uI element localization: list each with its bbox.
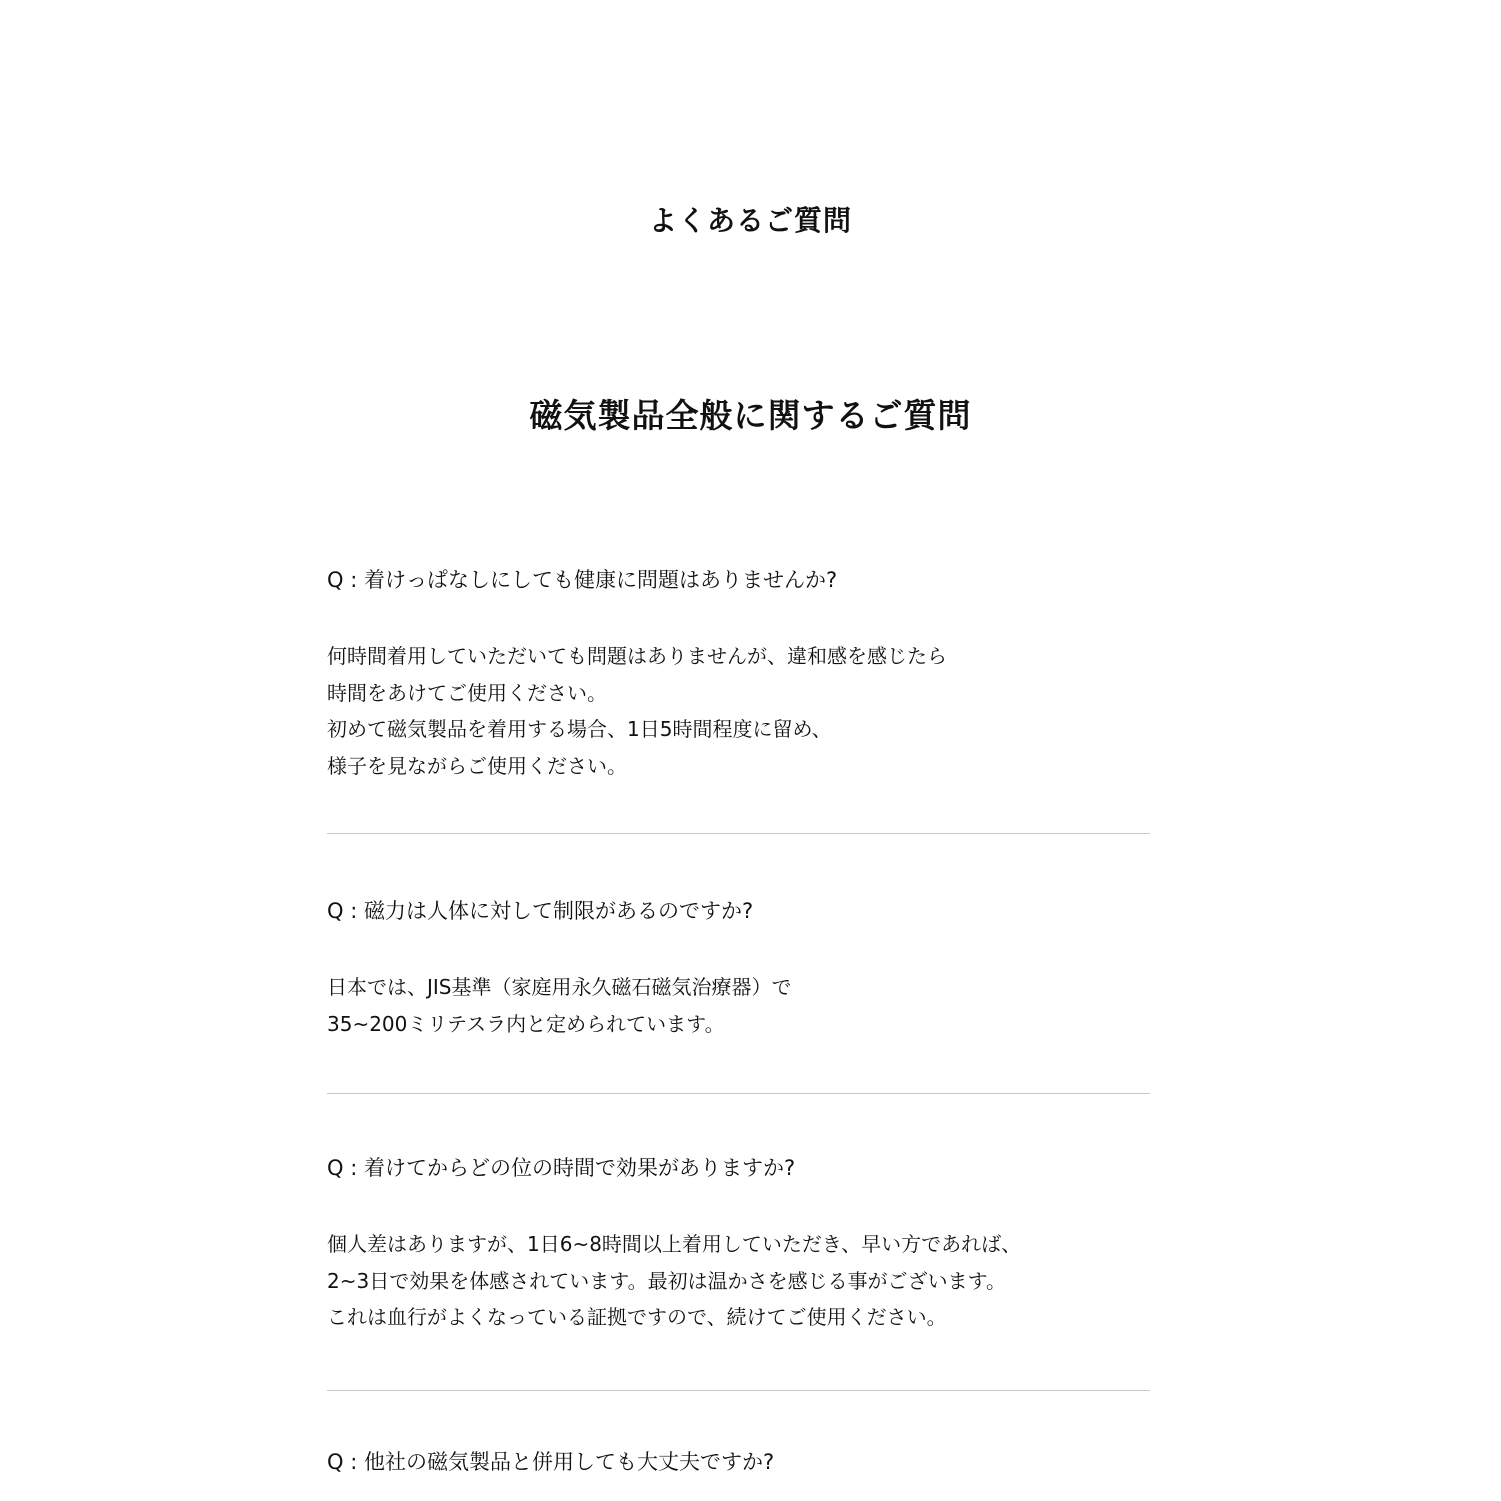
faq-item [327,1447,1150,1477]
faq-answer-line: 何時間着用していただいても問題はありませんが、違和感を感じたら [327,644,947,668]
faq-answer-line: 様子を見ながらご使用ください。 [327,754,627,779]
faq-answer-line: 時間をあけてご使用ください。 [327,680,607,705]
faq-answer-line: 日本では、JIS基準（家庭用永久磁石磁気治療器）で [327,975,792,999]
faq-answer-line: 35~200ミリテスラ内と定められています。 [327,1011,725,1036]
faq-question: Q : 磁力は人体に対して制限があるのですか? [327,899,754,923]
faq-item [327,896,1150,1042]
faq-item [327,1153,1150,1336]
faq-answer [327,638,1150,785]
faq-question: Q : 着けっぱなしにしても健康に問題はありませんか? [327,568,838,592]
faq-divider [327,1093,1150,1094]
faq-answer [327,969,1150,1042]
section-title: 磁気製品全般に関するご質問 [529,396,972,436]
faq-answer-line: これは血行がよくなっている証拠ですので、続けてご使用ください。 [327,1305,947,1330]
faq-divider [327,833,1150,834]
faq-answer-line: 2~3日で効果を体感されています。最初は温かさを感じる事がございます。 [327,1268,1007,1293]
page-title: よくあるご質問 [648,203,852,237]
faq-question: Q : 着けてからどの位の時間で効果がありますか? [327,1156,796,1180]
faq-answer-line: 個人差はありますが、1日6~8時間以上着用していただき、早い方であれば、 [327,1232,1022,1256]
faq-divider [327,1390,1150,1391]
faq-item [327,565,1150,785]
faq-question: Q : 他社の磁気製品と併用しても大丈夫ですか? [327,1450,775,1474]
faq-answer-line: 初めて磁気製品を着用する場合、1日5時間程度に留め、 [327,717,832,742]
faq-answer [327,1226,1150,1336]
